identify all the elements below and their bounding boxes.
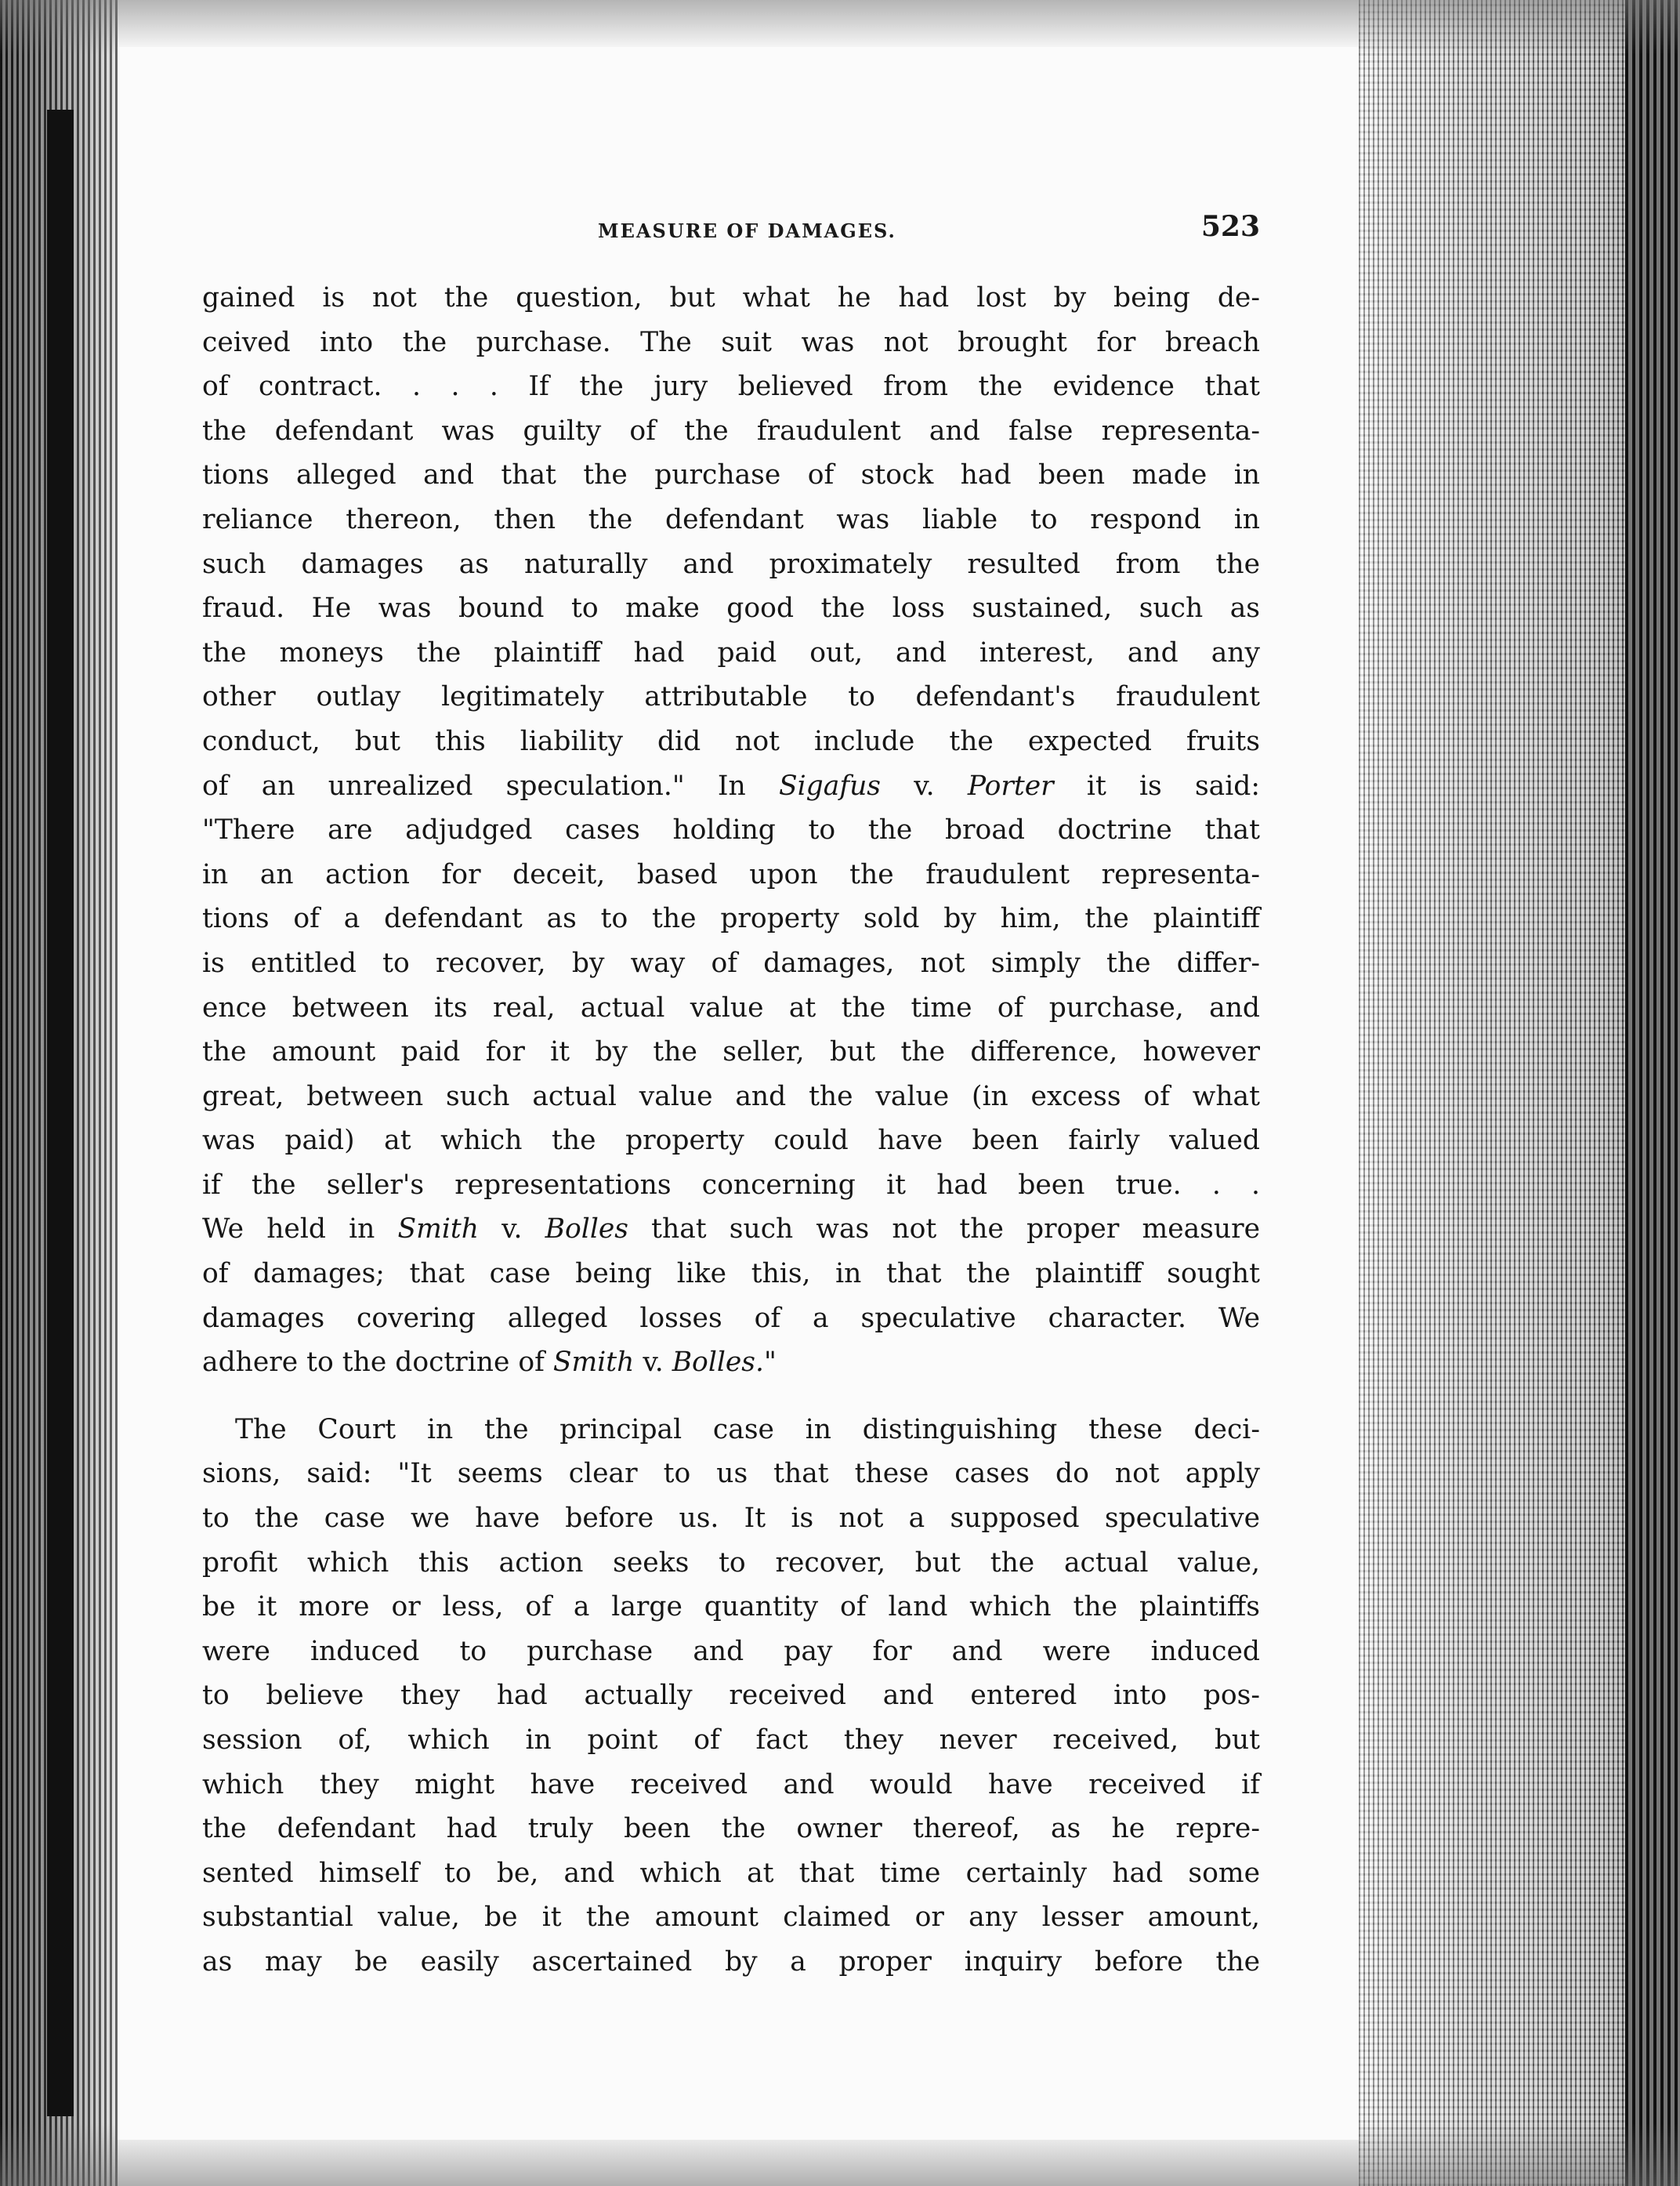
text-line: to the case we have before us. It is not a supposed speculative — [202, 1503, 1260, 1535]
case-name-bolles: Bolles. — [672, 1347, 764, 1379]
text-line: was paid) at which the property could have been fairly valued — [202, 1125, 1260, 1157]
text-line: The Court in the principal case in distinguishing these deci- — [235, 1413, 1260, 1445]
text-line-with-case — [202, 1340, 1260, 1385]
case-name-sigafus: Sigafus — [779, 770, 882, 802]
text-fragment: adhere to the doctrine of — [202, 1347, 553, 1379]
case-name-bolles: Bolles — [545, 1213, 628, 1245]
text-line: of damages; that case being like this, in that the plaintiff sought — [202, 1258, 1260, 1290]
text-line: such damages as naturally and proximately resulted from the — [202, 548, 1260, 580]
text-line: is entitled to recover, by way of damages, not simply the differ- — [202, 947, 1260, 979]
case-name-smith: Smith — [397, 1213, 479, 1245]
text-line: substantial value, be it the amount claimed or any lesser amount, — [202, 1901, 1260, 1934]
text-line-with-case — [202, 764, 1260, 809]
body-text — [202, 276, 1260, 1985]
text-line: of contract. . . . If the jury believed from the evidence that — [202, 371, 1260, 403]
versus: v. — [643, 1347, 664, 1379]
text-line: sented himself to be, and which at that time certainly had some — [202, 1857, 1260, 1889]
page-header — [202, 210, 1260, 257]
scan-binding-shadow — [47, 110, 74, 2116]
case-name-smith: Smith — [552, 1347, 635, 1379]
text-line: reliance thereon, then the defendant was liable to respond in — [202, 503, 1260, 535]
text-line: if the seller's representations concerning it had been true. . . — [202, 1169, 1260, 1201]
text-line: other outlay legitimately attributable to defendant's fraudulent — [202, 681, 1260, 713]
paragraph-2 — [202, 1408, 1260, 1985]
text-line-with-case — [202, 1207, 1260, 1252]
text-line: the defendant had truly been the owner thereof, as he repre- — [202, 1813, 1260, 1845]
closing-quote: " — [763, 1347, 777, 1379]
text-line: "There are adjudged cases holding to the broad doctrine that — [202, 814, 1260, 846]
running-head: MEASURE OF DAMAGES. — [598, 219, 896, 242]
text-line: were induced to purchase and pay for and were induced — [202, 1635, 1260, 1667]
text-line: fraud. He was bound to make good the loss sustained, such as — [202, 593, 1260, 625]
text-line: the amount paid for it by the seller, but the difference, however — [202, 1036, 1260, 1068]
text-line: sions, said: "It seems clear to us that these cases do not apply — [202, 1458, 1260, 1490]
text-line: in an action for deceit, based upon the fraudulent representa- — [202, 858, 1260, 890]
scan-right-edge — [1625, 0, 1680, 2186]
text-line: profit which this action seeks to recover, but the actual value, — [202, 1546, 1260, 1579]
text-line: which they might have received and would have received if — [202, 1768, 1260, 1800]
text-line: damages covering alleged losses of a speculative character. We — [202, 1302, 1260, 1334]
versus: v. — [914, 770, 935, 802]
text-line: tions of a defendant as to the property sold by him, the plaintiff — [202, 903, 1260, 935]
text-line: the moneys the plaintiff had paid out, and interest, and any — [202, 636, 1260, 669]
text-fragment: it is said: — [1053, 770, 1260, 802]
text-fragment: of an unrealized speculation." In — [202, 770, 779, 802]
text-line: to believe they had actually received and entered into pos- — [202, 1680, 1260, 1712]
text-line: tions alleged and that the purchase of stock had been made in — [202, 459, 1260, 491]
text-line: great, between such actual value and the value (in excess of what — [202, 1080, 1260, 1112]
text-line: ceived into the purchase. The suit was not brought for breach — [202, 326, 1260, 358]
text-line: gained is not the question, but what he had lost by being de- — [202, 282, 1260, 314]
versus: v. — [501, 1213, 523, 1245]
paragraph-1 — [202, 276, 1260, 1385]
text-line: ence between its real, actual value at the time of purchase, and — [202, 991, 1260, 1024]
text-line: the defendant was guilty of the fraudulent and false representa- — [202, 415, 1260, 447]
text-line: session of, which in point of fact they never received, but — [202, 1724, 1260, 1756]
page-number: 523 — [1200, 210, 1260, 243]
text-fragment: We held in — [202, 1213, 398, 1245]
case-name-porter: Porter — [967, 770, 1054, 802]
book-page — [118, 47, 1359, 2140]
text-line: conduct, but this liability did not include the expected fruits — [202, 725, 1260, 757]
text-line: be it more or less, of a large quantity of land which the plaintiffs — [202, 1591, 1260, 1623]
text-line: as may be easily ascertained by a proper inquiry before the — [202, 1945, 1260, 1978]
text-fragment: that such was not the proper measure — [628, 1213, 1261, 1245]
